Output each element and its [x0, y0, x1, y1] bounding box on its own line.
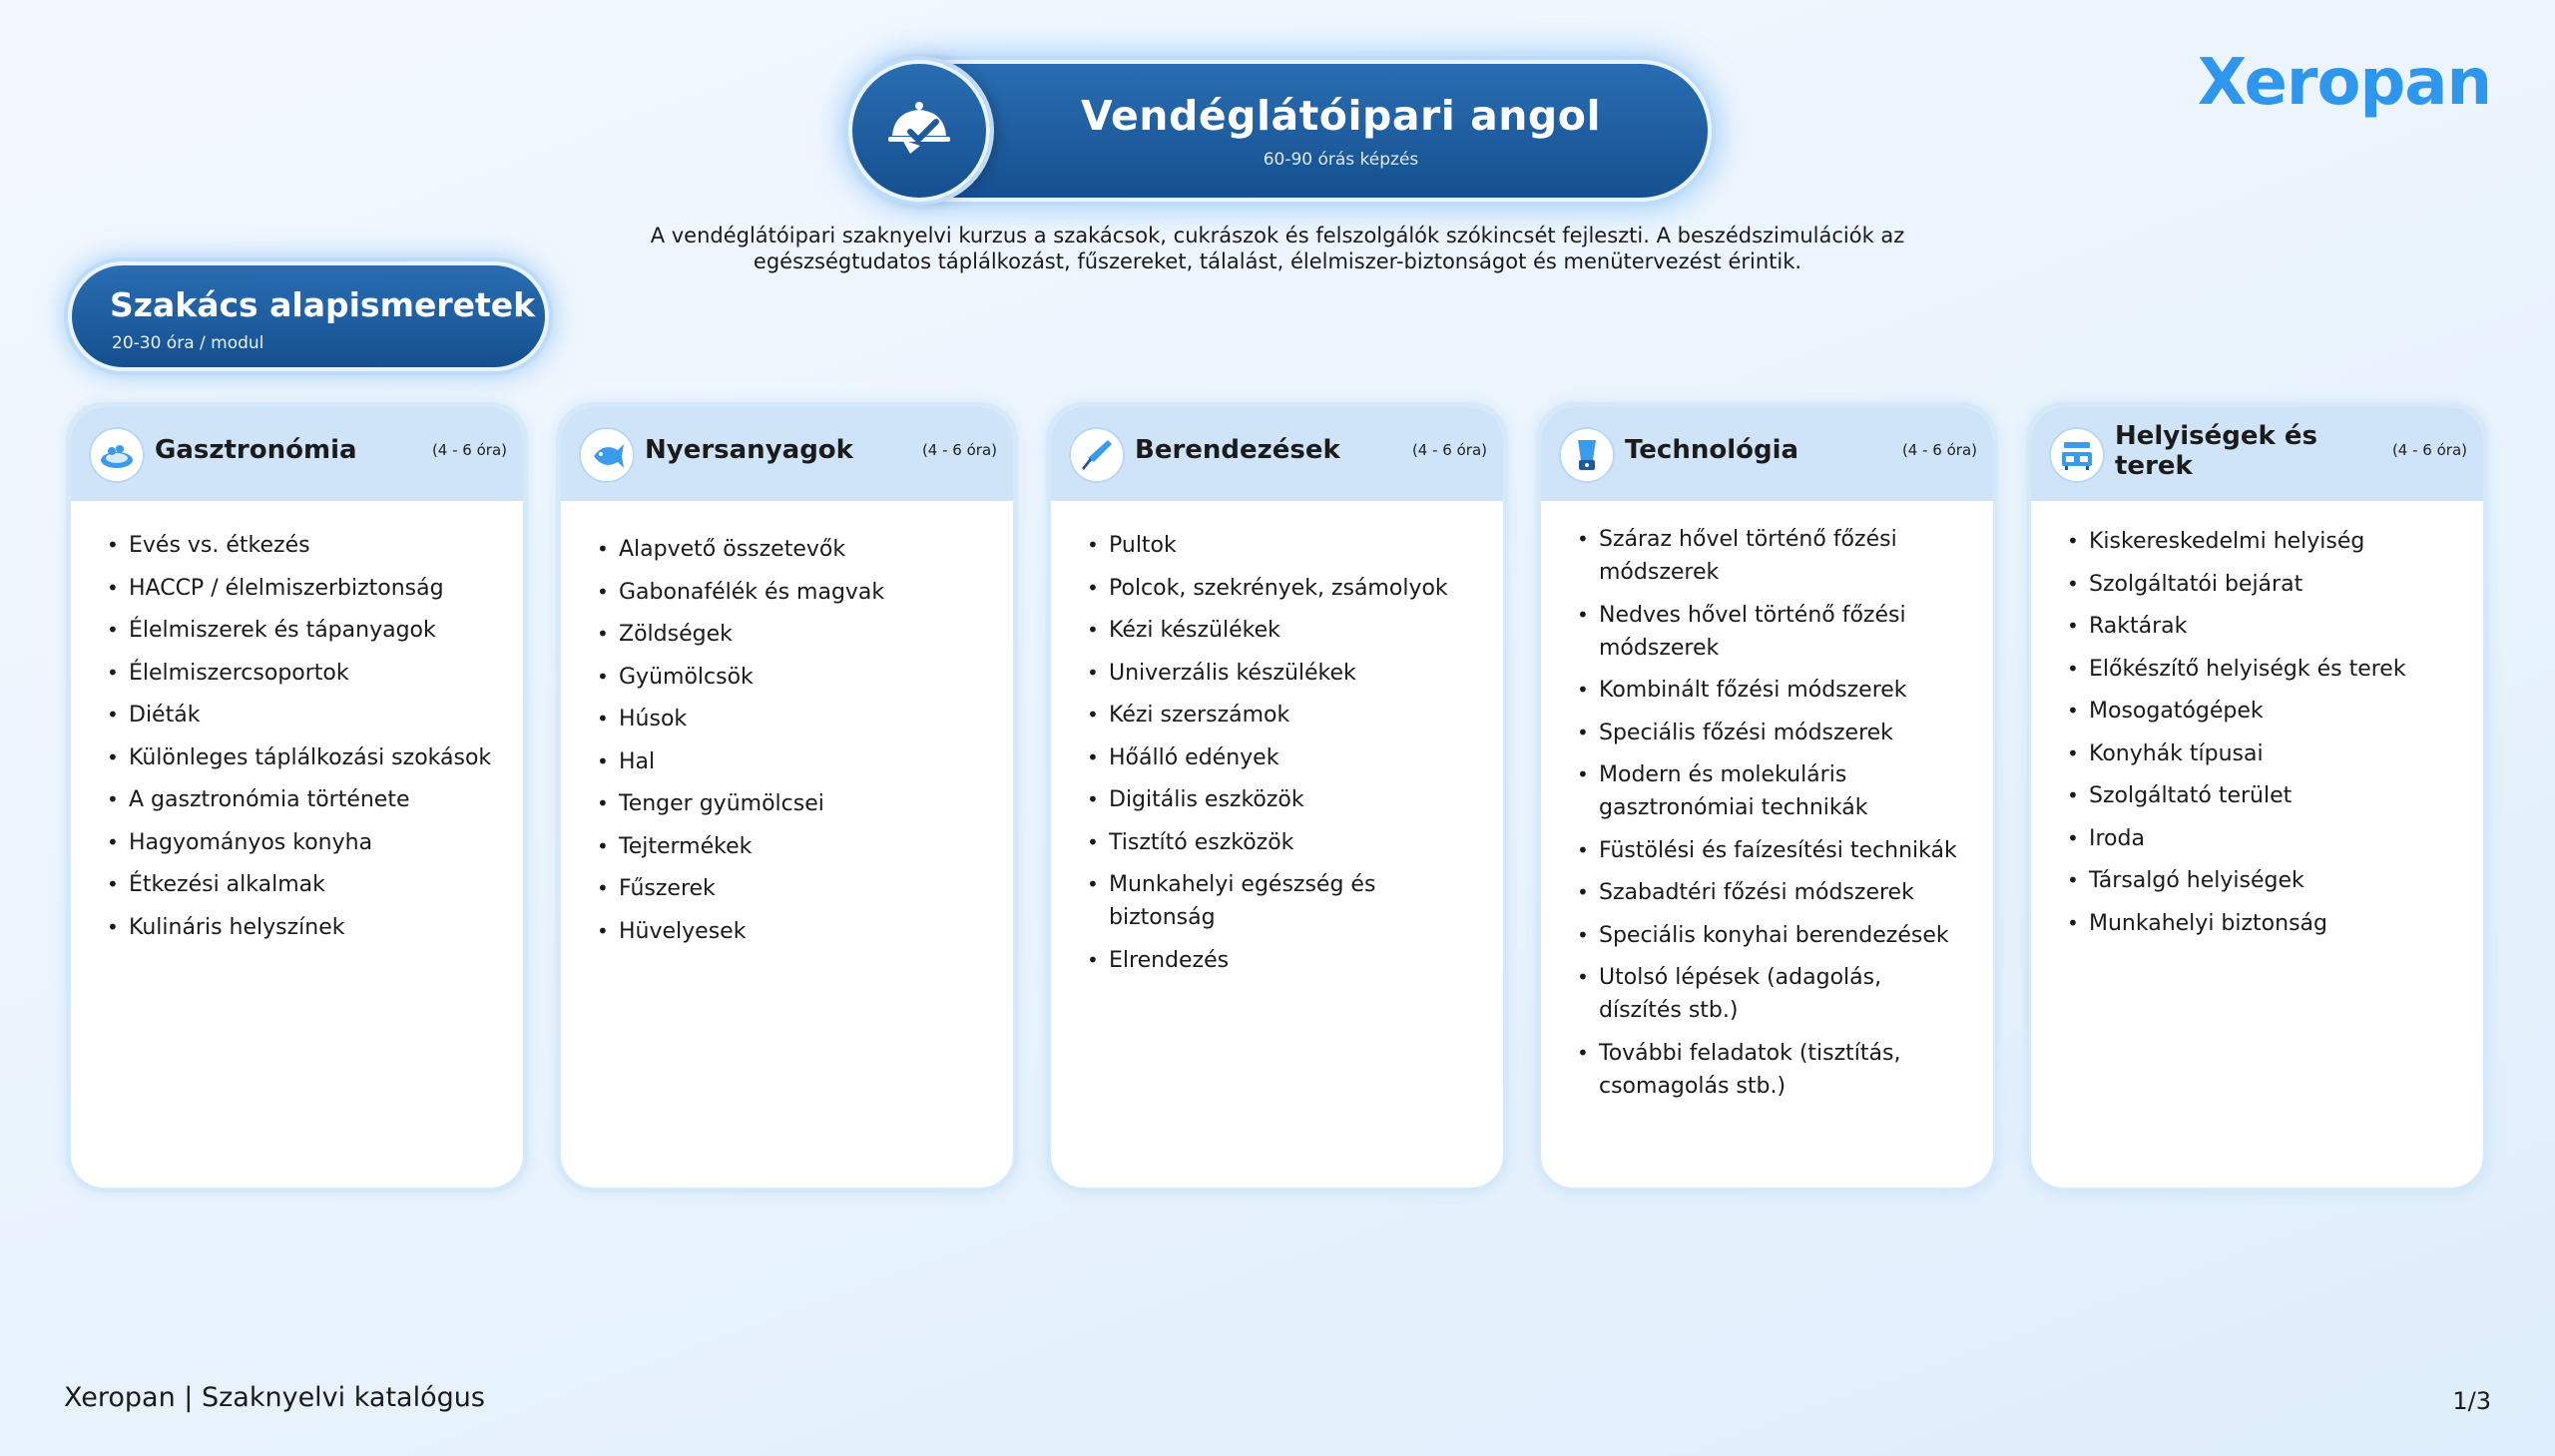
list-item: • Társalgó helyiségek	[2067, 864, 2463, 897]
list-item: • Utolsó lépések (adagolás, díszítés stb.)	[1577, 961, 1969, 1027]
list-item: • Kiskereskedelmi helyiség	[2067, 525, 2463, 558]
card-hours: (4 - 6 óra)	[921, 441, 997, 459]
card-title: Technológia	[1625, 435, 1799, 465]
list-item: • Élelmiszercsoportok	[107, 657, 503, 690]
topic-card-gastronomy	[66, 402, 528, 1193]
list-item: • További feladatok (tisztítás, csomagolás stb.)	[1577, 1037, 1969, 1103]
card-title: Gasztronómia	[155, 435, 357, 465]
list-item: • Húsok	[597, 703, 993, 735]
topic-list	[1577, 523, 1969, 1112]
list-item: • Speciális konyhai berendezések	[1577, 919, 1969, 952]
topic-card-equipment	[1046, 402, 1508, 1193]
list-item: • Tisztító eszközök	[1087, 826, 1483, 859]
list-item: • Tejtermékek	[597, 830, 993, 863]
card-hours: (4 - 6 óra)	[2391, 441, 2467, 459]
list-item: • Hal	[597, 745, 993, 778]
kitchen-icon	[2049, 427, 2105, 483]
list-item: • Pultok	[1087, 529, 1483, 562]
card-header	[71, 407, 523, 501]
topic-list	[2067, 525, 2463, 949]
list-item: • Nedves hővel történő főzési módszerek	[1577, 599, 1969, 665]
list-item: • Száraz hővel történő főzési módszerek	[1577, 523, 1969, 589]
list-item: • Szabadtéri főzési módszerek	[1577, 876, 1969, 909]
list-item: • Füstölési és faízesítési technikák	[1577, 834, 1969, 867]
list-item: • Speciális főzési módszerek	[1577, 717, 1969, 749]
list-item: • Tenger gyümölcsei	[597, 787, 993, 820]
list-item: • Élelmiszerek és tápanyagok	[107, 614, 503, 647]
list-item: • Evés vs. étkezés	[107, 529, 503, 562]
page-number: 1/3	[2452, 1387, 2491, 1415]
footer-catalog-label: Xeropan | Szaknyelvi katalógus	[64, 1382, 485, 1413]
list-item: • Szolgáltatói bejárat	[2067, 568, 2463, 601]
blender-icon	[1559, 427, 1615, 483]
list-item: • Gyümölcsök	[597, 661, 993, 694]
card-header	[1541, 407, 1993, 501]
list-item: • Modern és molekuláris gasztronómiai technikák	[1577, 758, 1969, 824]
card-hours: (4 - 6 óra)	[1901, 441, 1977, 459]
list-item: • Elrendezés	[1087, 944, 1483, 977]
list-item: • Hüvelyesek	[597, 915, 993, 948]
list-item: • Kézi készülékek	[1087, 614, 1483, 647]
module-title: Szakács alapismeretek	[110, 285, 536, 324]
cloche-check-icon	[848, 60, 990, 202]
module-subtitle: 20-30 óra / modul	[112, 333, 264, 353]
list-item: • Iroda	[2067, 822, 2463, 855]
course-subtitle: 60-90 órás képzés	[1263, 150, 1419, 170]
course-description: A vendéglátóipari szaknyelvi kurzus a szakácsok, cukrászok és felszolgálók szókincsét fejleszti. A beszédszimulációk az egészségtudatos táplálkozást, fűszereket, tálalást, élelmiszer-biztonságot és menütervezést érintik.	[650, 224, 1905, 273]
list-item: • Kézi szerszámok	[1087, 699, 1483, 731]
list-item: • Fűszerek	[597, 872, 993, 905]
list-item: • Alapvető összetevők	[597, 533, 993, 566]
card-header	[561, 407, 1013, 501]
list-item: • Zöldségek	[597, 618, 993, 651]
card-header	[1051, 407, 1503, 501]
list-item: • Hőálló edények	[1087, 741, 1483, 774]
list-item: • Munkahelyi egészség és biztonság	[1087, 868, 1483, 934]
list-item: • Munkahelyi biztonság	[2067, 907, 2463, 940]
list-item: • Univerzális készülékek	[1087, 657, 1483, 690]
list-item: • Kulináris helyszínek	[107, 911, 503, 944]
card-title: Berendezések	[1135, 435, 1340, 465]
list-item: • Kombinált főzési módszerek	[1577, 674, 1969, 707]
list-item: • Gabonafélék és magvak	[597, 576, 993, 609]
card-title: Nyersanyagok	[645, 435, 853, 465]
fish-icon	[579, 427, 635, 483]
list-item: • Előkészítő helyiségk és terek	[2067, 653, 2463, 686]
topic-list	[597, 533, 993, 957]
module-section-pill	[68, 261, 549, 371]
xeropan-logo: Xeropan	[2197, 46, 2491, 120]
list-item: • A gasztronómia története	[107, 783, 503, 816]
card-header	[2031, 407, 2483, 501]
course-title: Vendéglátóipari angol	[1080, 92, 1602, 140]
plate-icon	[89, 427, 145, 483]
list-item: • Különleges táplálkozási szokások	[107, 741, 503, 774]
knife-icon	[1069, 427, 1125, 483]
list-item: • Szolgáltató terület	[2067, 779, 2463, 812]
card-title: Helyiségek és terek	[2115, 421, 2317, 481]
topic-card-raw-materials	[556, 402, 1018, 1193]
topic-card-spaces	[2026, 402, 2488, 1193]
list-item: • Diéták	[107, 699, 503, 731]
list-item: • Konyhák típusai	[2067, 737, 2463, 770]
course-title-banner	[848, 60, 1712, 202]
list-item: • Raktárak	[2067, 610, 2463, 643]
topic-list	[107, 529, 503, 953]
list-item: • Hagyományos konyha	[107, 826, 503, 859]
list-item: • HACCP / élelmiszerbiztonság	[107, 572, 503, 605]
topic-list	[1087, 529, 1483, 986]
list-item: • Mosogatógépek	[2067, 695, 2463, 728]
list-item: • Étkezési alkalmak	[107, 868, 503, 901]
topic-card-technology	[1536, 402, 1998, 1193]
card-hours: (4 - 6 óra)	[431, 441, 507, 459]
list-item: • Digitális eszközök	[1087, 783, 1483, 816]
card-hours: (4 - 6 óra)	[1411, 441, 1487, 459]
list-item: • Polcok, szekrények, zsámolyok	[1087, 572, 1483, 605]
